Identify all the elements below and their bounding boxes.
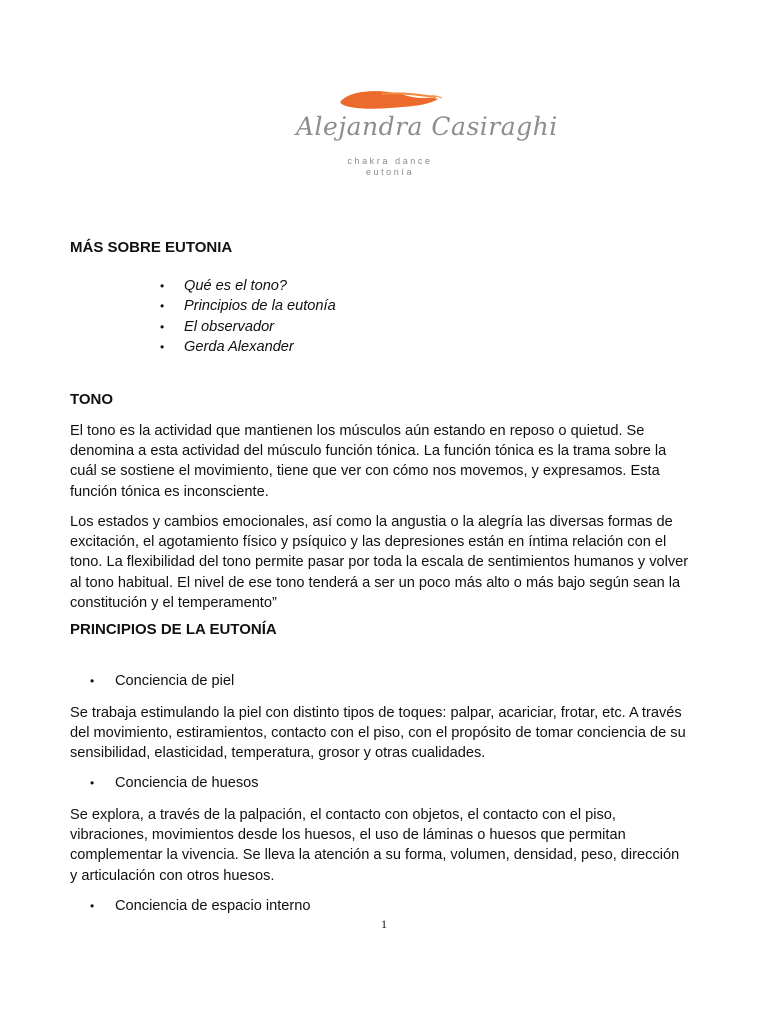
toc-item [150,337,336,357]
bullet-item-label: Conciencia de espacio interno [115,898,311,914]
bullet-item-label: Conciencia de piel [115,673,235,689]
bullet-icon: • [90,776,95,790]
page-number: 1 [381,917,387,931]
bullet-item [90,896,311,916]
brand-logo [290,86,558,182]
bullet-icon: • [90,899,95,913]
table-of-contents [150,276,336,357]
section-heading-tono: TONO [70,391,114,408]
section-heading-principios: PRINCIPIOS DE LA EUTONÍA [70,621,277,638]
toc-item-label: El observador [184,318,275,335]
toc-item [150,276,336,296]
bullet-icon: • [160,319,165,334]
toc-item-label: Gerda Alexander [184,338,294,355]
bullet-icon: • [160,279,165,293]
bullet-icon: • [160,339,165,354]
bullet-item [90,671,234,691]
bullet-item [90,773,259,793]
paragraph-huesos: Se explora, a través de la palpación, el contacto con objetos, el contacto con el piso, vibraciones, movimientos desde los huesos, el uso de láminas o huesos que permitan complementar la vivencia. Se lleva la atención a su forma, volumen, densidad, peso, dirección y articulación con otros huesos. [70,807,680,884]
logo-tagline: chakra dance [347,156,433,166]
bullet-icon: • [90,674,95,688]
paragraph-tono-2: Los estados y cambios emocionales, así como la angustia o la alegría las diversas formas de excitación, el agotamiento físico y psíquico y las depresiones están en íntima relación con el tono. La flexibilidad del tono permite pasar por toda la escala de sentimientos humanos y volver al tono habitual. El nivel de ese tono tenderá a ser un poco más alto o más bajo según sean la constitución y el temperamento” [70,514,689,611]
bullet-icon: • [160,299,165,314]
toc-item-label: Principios de la eutonía [184,298,336,315]
paragraph-piel: Se trabaja estimulando la piel con distinto tipos de toques: palpar, acariciar, frotar, etc. A través del movimiento, estiramientos, contacto con el piso, con el propósito de tomar conciencia de su sensibilidad, elasticidad, temperatura, grosor y otras cualidades. [70,705,686,762]
toc-item [150,296,336,316]
logo-subtagline: eutonía [365,167,415,177]
main-heading: MÁS SOBRE EUTONIA [70,239,233,256]
paragraph-tono-1: El tono es la actividad que mantienen los músculos aún estando en reposo o quietud. Se denomina a esta actividad del músculo función tónica. La función tónica es la trama sobre la cuál se sostiene el movimiento, tiene que ver con cómo nos movemos, y expresamos. Esta función tónica es inconsciente. [70,423,667,500]
bullet-item-label: Conciencia de huesos [115,775,259,791]
logo-name: Alejandra Casiraghi [296,112,558,141]
toc-item [150,317,336,337]
toc-item-label: Qué es el tono? [184,278,288,294]
